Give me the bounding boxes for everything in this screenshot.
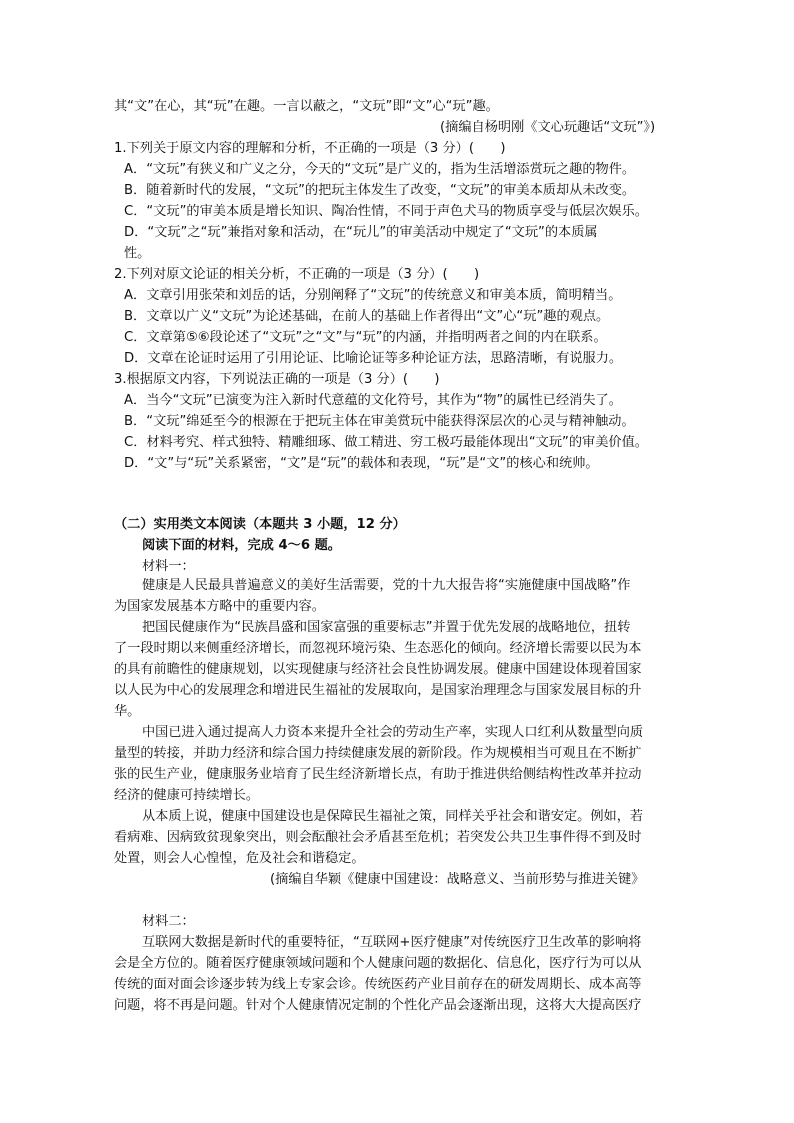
material-2-line: 问题，将不再是问题。针对个人健康情况定制的个性化产品会逐渐出现，这将大大提高医疗 bbox=[114, 998, 642, 1013]
material-2-line: 会是全方位的。随着医疗健康领域问题和个人健康问题的数据化、信息化，医疗行为可以从 bbox=[114, 956, 642, 971]
question-3-option-a: A．当今“文玩”已演变为注入新时代意蕴的文化符号，其作为“物”的属性已经消失了。 bbox=[124, 393, 622, 408]
material-1-line: 为国家发展基本方略中的重要内容。 bbox=[114, 599, 325, 614]
question-1-option-d: D．“文玩”之“玩”兼指对象和活动，在“玩儿”的审美活动中规定了“文玩”的本质属 bbox=[124, 225, 598, 240]
material-2-line: 互联网大数据是新时代的重要特征，“互联网+医疗健康”对传统医疗卫生改革的影响将 bbox=[142, 935, 642, 950]
question-2-option-d: D．文章在论证时运用了引用论证、比喻论证等多种论证方法，思路清晰，有说服力。 bbox=[124, 351, 623, 366]
question-1-option-b: B．随着新时代的发展，“文玩”的把玩主体发生了改变，“文玩”的审美本质却从未改变。 bbox=[124, 183, 636, 198]
material-1-line: 量型的转接，并助力经济和综合国力持续健康发展的新阶段。作为规模相当可观且在不断扩 bbox=[114, 746, 642, 761]
intro-line: 其“文”在心，其“玩”在趣。一言以蔽之，“文玩”即“文”心“玩”趣。 bbox=[114, 99, 499, 114]
material-2-line: 传统的面对面会诊逐步转为线上专家会诊。传统医药产业目前存在的研发周期长、成本高等 bbox=[114, 977, 642, 992]
material-1-line: 华。 bbox=[114, 704, 141, 719]
material-1-line: 健康是人民最具普遍意义的美好生活需要，党的十九大报告将“实施健康中国战略”作 bbox=[142, 578, 631, 593]
question-2-option-a: A．文章引用张荣和刘岳的话，分别阐释了“文玩”的传统意义和审美本质，简明精当。 bbox=[124, 288, 622, 303]
question-1-stem: 1.下列关于原文内容的理解和分析，不正确的一项是（3 分）( ) bbox=[114, 141, 506, 156]
question-3-option-d: D．“文”与“玩”关系紧密，“文”是“玩”的载体和表现，“玩”是“文”的核心和统帅。 bbox=[124, 456, 599, 471]
material-1-line: 把国民健康作为“民族昌盛和国家富强的重要标志”并置于优先发展的战略地位，扭转 bbox=[142, 620, 631, 635]
material-1-line: 从本质上说，健康中国建设也是保障民生福祉之策，同样关乎社会和谐安定。例如，若 bbox=[142, 809, 644, 824]
question-1-option-a: A．“文玩”有狭义和广义之分，今天的“文玩”是广义的，指为生活增添赏玩之趣的物件。 bbox=[124, 162, 636, 177]
question-1-option-c: C．“文玩”的审美本质是增长知识、陶冶性情，不同于声色犬马的物质享受与低层次娱乐。 bbox=[124, 204, 648, 219]
material-1-line: 的具有前瞻性的健康规划，以实现健康与经济社会良性协调发展。健康中国建设体现着国家 bbox=[114, 662, 642, 677]
question-2-option-c: C．文章第⑤⑥段论述了“文玩”之“文”与“玩”的内涵，并指明两者之间的内在联系。 bbox=[124, 330, 607, 345]
material-1-line: 经济的健康可持续增长。 bbox=[114, 788, 260, 803]
material-1-label: 材料一： bbox=[142, 559, 195, 574]
material-1-line: 看病难、因病致贫现象突出，则会酝酿社会矛盾甚至危机；若突发公共卫生事件得不到及时 bbox=[114, 830, 642, 845]
material-1-line: 以人民为中心的发展理念和增进民生福祉的发展取向，是国家治理理念与国家发展目标的升 bbox=[114, 683, 642, 698]
section-heading: （二）实用类文本阅读（本题共 3 小题，12 分） bbox=[114, 517, 406, 532]
question-3-stem: 3.根据原文内容，下列说法正确的一项是（3 分）( ) bbox=[114, 372, 440, 387]
material-1-source: (摘编自华颖《健康中国建设：战略意义、当前形势与推进关键》 bbox=[270, 872, 645, 887]
material-2-label: 材料二： bbox=[142, 914, 195, 929]
source-citation: (摘编自杨明刚《文心玩趣话“文玩”》) bbox=[440, 120, 656, 135]
question-2-stem: 2.下列对原文论证的相关分析，不正确的一项是（3 分）( ) bbox=[114, 267, 480, 282]
question-2-option-b: B．文章以广义“文玩”为论述基础，在前人的基础上作者得出“文”心“玩”趣的观点。 bbox=[124, 309, 610, 324]
section-instruction: 阅读下面的材料，完成 4～6 题。 bbox=[142, 538, 341, 553]
question-1-option-d-cont: 性。 bbox=[124, 246, 151, 261]
material-1-line: 张的民生产业，健康服务业培育了民生经济新增长点，有助于推进供给侧结构性改革并拉动 bbox=[114, 767, 642, 782]
question-3-option-b: B．“文玩”绵延至今的根源在于把玩主体在审美赏玩中能获得深层次的心灵与精神触动。 bbox=[124, 414, 635, 429]
material-1-line: 处置，则会人心惶惶，危及社会和谐稳定。 bbox=[114, 851, 365, 866]
question-3-option-c: C．材料考究、样式独特、精雕细琢、做工精进、穷工极巧最能体现出“文玩”的审美价值。 bbox=[124, 435, 648, 450]
material-1-line: 了一段时期以来侧重经济增长，而忽视环境污染、生态恶化的倾向。经济增长需要以民为本 bbox=[114, 641, 642, 656]
material-1-line: 中国已进入通过提高人力资本来提升全社会的劳动生产率，实现人口红利从数量型向质 bbox=[142, 725, 644, 740]
